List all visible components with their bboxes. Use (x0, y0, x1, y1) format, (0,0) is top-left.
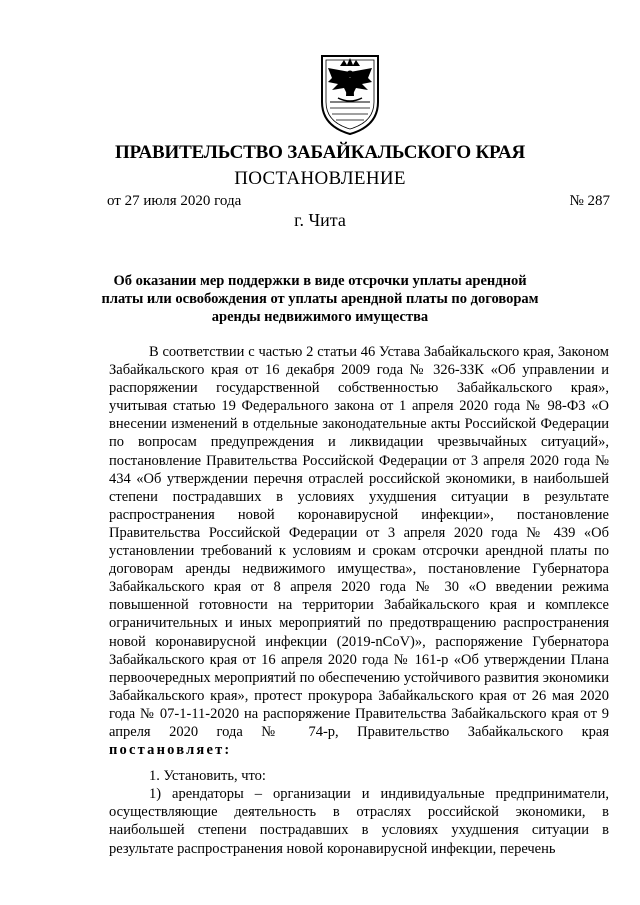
item-1-1: 1) арендаторы – организации и индивидуальные предприниматели, осуществляющие деятельность в отраслях российской экономики, в наибольшей степени пострадавших в условиях ухудшения ситуации в результате распространения новой коронавирусной инфекции, перечень (109, 786, 609, 857)
resolves-keyword: постановляет: (109, 742, 232, 759)
document-title: Об оказании мер поддержки в виде отсрочки уплаты арендной платы или освобождения от уплаты арендной платы по договорам аренды недвижимого имущества (101, 273, 539, 325)
document-type: ПОСТАНОВЛЕНИЕ (234, 168, 406, 189)
document-number: № 287 (569, 193, 610, 209)
preamble-text: В соответствии с частью 2 статьи 46 Устава Забайкальского края, Законом Забайкальского края от 16 декабря 2009 года № 326-ЗЗК «Об управлении и распоряжении государственной собственностью Забайкальского края», учитывая статью 19 Федерального закона от 1 апреля 2020 года № 98-ФЗ «О внесении изменений в отдельные законодательные акты Российской Федерации по вопросам предупреждения и ликвидации чрезвычайных ситуаций», постановление Правительства Российской Федерации от 3 апреля 2020 года № 434 «Об утверждении перечня отраслей российской экономики, в наибольшей степени пострадавших в условиях ухудшения ситуации в результате распространения новой коронавирусной инфекции», постановление Правительства Российской Федерации от 3 апреля 2020 года № 439 «Об установлении требований к условиям и срокам отсрочки арендной платы по договорам аренды недвижимого имущества», постановление Губернатора Забайкальского края от 8 апреля 2020 года № 30 «О введении режима повышенной готовности на территории Забайкальского края и комплексе ограничительных и иных мероприятий по предотвращению распространения новой коронавирусной инфекции (2019-nCoV)», распоряжение Губернатора Забайкальского края от 16 апреля 2020 года № 161-р «Об утверждении Плана первоочередных мероприятий по обеспечению устойчивого развития экономики Забайкальского края», протест прокурора Забайкальского края от 26 мая 2020 года № 07-1-11-2020 на распоряжение Правительства Забайкальского края от 9 апреля 2020 года № 74-р, Правительство Забайкальского края (109, 344, 609, 740)
government-name: ПРАВИТЕЛЬСТВО ЗАБАЙКАЛЬСКОГО КРАЯ (114, 142, 526, 163)
document-date: от 27 июля 2020 года (107, 193, 242, 209)
item-1: 1. Установить, что: (149, 768, 266, 785)
document-body (109, 343, 609, 858)
coat-of-arms-icon (318, 52, 382, 136)
preamble-paragraph (109, 343, 609, 759)
city-name: г. Чита (294, 210, 346, 230)
